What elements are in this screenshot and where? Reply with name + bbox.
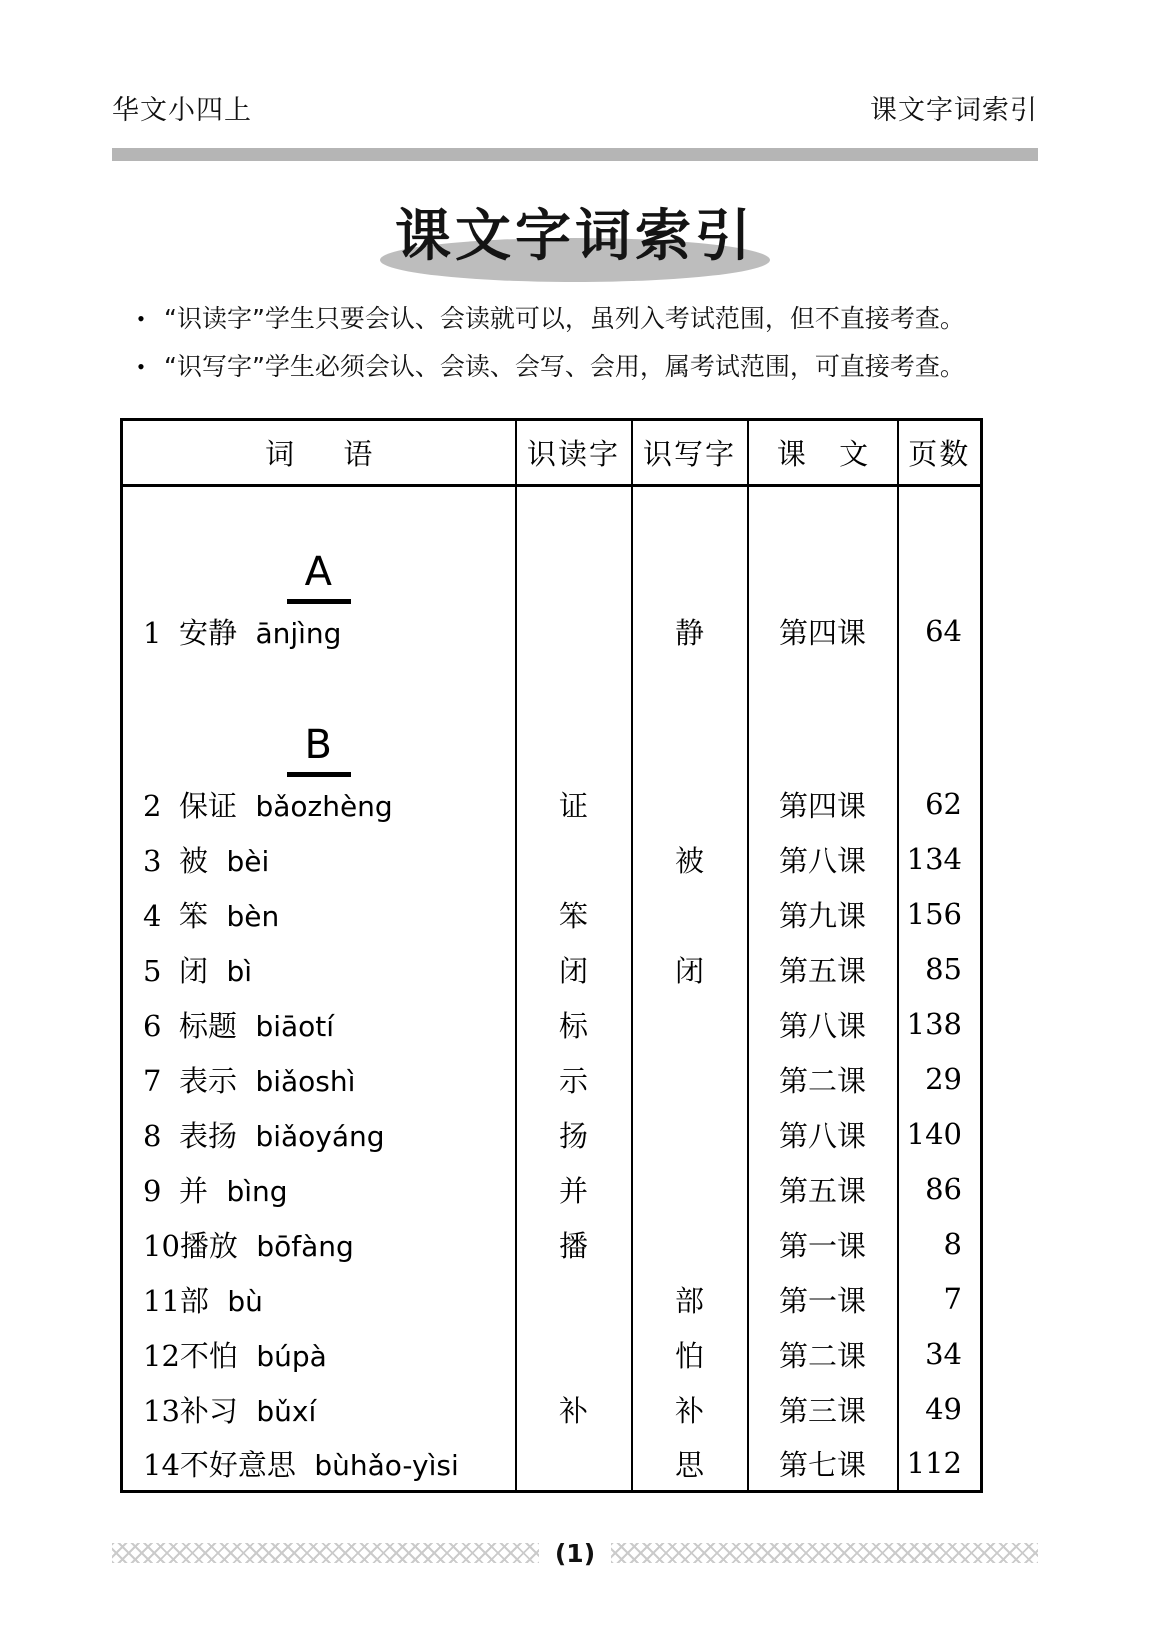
entry-hanzi: 表示 (179, 1063, 238, 1098)
cell-page-number: 140 (898, 1107, 982, 1162)
empty-cell (516, 659, 632, 777)
entry-pinyin: bùhǎo-yìsi (314, 1448, 459, 1482)
cell-lesson: 第九课 (748, 887, 898, 942)
table-row (122, 1382, 982, 1437)
cell-recognize-char (516, 1437, 632, 1492)
cell-word (122, 832, 516, 887)
table-row (122, 1217, 982, 1272)
letter-divider-cell (122, 486, 516, 604)
column-header-lesson (748, 420, 898, 486)
entry-pinyin: bōfàng (256, 1229, 354, 1263)
table-row (122, 777, 982, 832)
cell-recognize-char (516, 832, 632, 887)
cell-word (122, 1107, 516, 1162)
entry-hanzi: 部 (179, 1283, 209, 1318)
cell-lesson: 第二课 (748, 1327, 898, 1382)
cell-lesson: 第五课 (748, 942, 898, 997)
entry-pinyin: bèi (226, 844, 270, 878)
header-divider-bar (112, 148, 1038, 161)
cell-recognize-char: 扬 (516, 1107, 632, 1162)
entry-hanzi: 闭 (179, 953, 209, 988)
table-row (122, 1162, 982, 1217)
entry-number: 7 (143, 1063, 162, 1098)
entry-hanzi: 被 (179, 843, 209, 878)
column-header-page: 页数 (898, 420, 982, 486)
entry-pinyin: biāotí (255, 1009, 335, 1043)
table-row (122, 1107, 982, 1162)
cell-write-char: 部 (632, 1272, 748, 1327)
empty-cell (898, 486, 982, 604)
column-header-word (122, 420, 516, 486)
entry-hanzi: 标题 (179, 1008, 238, 1043)
cell-word (122, 997, 516, 1052)
cell-write-char (632, 777, 748, 832)
entry-pinyin: bèn (226, 899, 280, 933)
page-title-block (0, 190, 1150, 290)
entry-pinyin: bì (226, 954, 253, 988)
cell-page-number: 62 (898, 777, 982, 832)
entry-number: 4 (143, 898, 162, 933)
letter-divider-row (122, 486, 982, 604)
entry-pinyin: bǎozhèng (255, 789, 393, 823)
empty-cell (516, 486, 632, 604)
cell-lesson: 第一课 (748, 1272, 898, 1327)
entry-number: 2 (143, 788, 162, 823)
cell-page-number: 112 (898, 1437, 982, 1492)
cell-recognize-char (516, 1272, 632, 1327)
table-row (122, 887, 982, 942)
column-header-word-label: 词 语 (265, 437, 393, 471)
entry-number: 6 (143, 1008, 162, 1043)
entry-number: 9 (143, 1173, 162, 1208)
page-footer (112, 1535, 1038, 1571)
entry-number: 8 (143, 1118, 162, 1153)
letter-divider-label: B (287, 722, 351, 777)
cell-write-char (632, 1107, 748, 1162)
page-title: 课文字词索引 (395, 204, 755, 269)
empty-cell (898, 659, 982, 777)
entry-hanzi: 并 (179, 1173, 209, 1208)
letter-divider-label: A (287, 549, 351, 604)
table-body (122, 486, 982, 1492)
entry-pinyin: biǎoyáng (255, 1119, 385, 1153)
letter-divider-cell (122, 659, 516, 777)
entry-number: 13 (143, 1393, 180, 1428)
cell-recognize-char: 并 (516, 1162, 632, 1217)
cell-page-number: 138 (898, 997, 982, 1052)
table-row (122, 1052, 982, 1107)
notes-list (118, 302, 1038, 398)
cell-word (122, 604, 516, 659)
footer-ornament-left (112, 1543, 539, 1563)
entry-hanzi: 笨 (179, 898, 209, 933)
entry-number: 3 (143, 843, 162, 878)
table-row (122, 997, 982, 1052)
cell-word (122, 1382, 516, 1437)
cell-page-number: 85 (898, 942, 982, 997)
cell-recognize-char: 补 (516, 1382, 632, 1437)
cell-lesson: 第一课 (748, 1217, 898, 1272)
entry-number: 12 (143, 1338, 180, 1373)
cell-page-number: 49 (898, 1382, 982, 1437)
cell-page-number: 7 (898, 1272, 982, 1327)
cell-lesson: 第三课 (748, 1382, 898, 1437)
cell-page-number: 64 (898, 604, 982, 659)
note-text: “识写字”学生必须会认、会读、会写、会用，属考试范围，可直接考查。 (164, 352, 965, 381)
entry-hanzi: 保证 (179, 788, 238, 823)
cell-lesson: 第四课 (748, 777, 898, 832)
cell-lesson: 第五课 (748, 1162, 898, 1217)
empty-cell (748, 486, 898, 604)
cell-lesson: 第八课 (748, 1107, 898, 1162)
cell-page-number: 34 (898, 1327, 982, 1382)
header-right-title: 课文字词索引 (870, 95, 1038, 126)
cell-write-char (632, 1052, 748, 1107)
entry-hanzi: 安静 (179, 615, 238, 650)
entry-number: 5 (143, 953, 162, 988)
entry-pinyin: búpà (256, 1339, 327, 1373)
cell-page-number: 29 (898, 1052, 982, 1107)
table-row (122, 832, 982, 887)
bullet-icon: • (137, 306, 145, 331)
entry-hanzi: 播放 (179, 1228, 238, 1263)
cell-word (122, 1052, 516, 1107)
vocabulary-index-table (120, 418, 983, 1493)
table-row (122, 1437, 982, 1492)
entry-hanzi: 表扬 (179, 1118, 238, 1153)
table-header (122, 420, 982, 486)
entry-hanzi: 不好意思 (179, 1447, 296, 1482)
empty-cell (632, 659, 748, 777)
column-header-recognize: 识读字 (516, 420, 632, 486)
cell-word (122, 1437, 516, 1492)
cell-word (122, 887, 516, 942)
table-row (122, 1272, 982, 1327)
table-row (122, 1327, 982, 1382)
cell-word (122, 1272, 516, 1327)
cell-recognize-char: 闭 (516, 942, 632, 997)
entry-pinyin: ānjìng (255, 616, 342, 650)
cell-page-number: 86 (898, 1162, 982, 1217)
cell-write-char: 怕 (632, 1327, 748, 1382)
entry-pinyin: biǎoshì (255, 1064, 356, 1098)
entry-pinyin: bǔxí (256, 1394, 317, 1428)
cell-lesson: 第八课 (748, 832, 898, 887)
cell-write-char (632, 997, 748, 1052)
header-left-title: 华文小四上 (112, 95, 252, 126)
cell-write-char: 被 (632, 832, 748, 887)
empty-cell (632, 486, 748, 604)
cell-word (122, 1217, 516, 1272)
cell-lesson: 第七课 (748, 1437, 898, 1492)
cell-recognize-char: 标 (516, 997, 632, 1052)
cell-recognize-char: 播 (516, 1217, 632, 1272)
column-header-lesson-label: 课 文 (776, 437, 881, 471)
entry-number: 10 (143, 1228, 180, 1263)
cell-page-number: 156 (898, 887, 982, 942)
cell-recognize-char (516, 604, 632, 659)
cell-recognize-char: 证 (516, 777, 632, 832)
cell-recognize-char (516, 1327, 632, 1382)
cell-page-number: 8 (898, 1217, 982, 1272)
cell-recognize-char: 笨 (516, 887, 632, 942)
note-item (118, 302, 1038, 336)
empty-cell (748, 659, 898, 777)
cell-word (122, 942, 516, 997)
cell-word (122, 1327, 516, 1382)
letter-divider-row (122, 659, 982, 777)
cell-write-char: 补 (632, 1382, 748, 1437)
cell-write-char (632, 1217, 748, 1272)
cell-write-char: 闭 (632, 942, 748, 997)
entry-pinyin: bìng (226, 1174, 288, 1208)
cell-page-number: 134 (898, 832, 982, 887)
note-item (118, 350, 1038, 384)
cell-write-char: 静 (632, 604, 748, 659)
entry-pinyin: bù (227, 1284, 263, 1318)
table-row (122, 604, 982, 659)
cell-recognize-char: 示 (516, 1052, 632, 1107)
footer-ornament-right (611, 1543, 1038, 1563)
table-header-row (122, 420, 982, 486)
cell-write-char (632, 887, 748, 942)
note-text: “识读字”学生只要会认、会读就可以，虽列入考试范围，但不直接考查。 (164, 304, 965, 333)
cell-lesson: 第八课 (748, 997, 898, 1052)
column-header-write: 识写字 (632, 420, 748, 486)
entry-hanzi: 不怕 (179, 1338, 238, 1373)
entry-number: 11 (143, 1283, 180, 1318)
table-row (122, 942, 982, 997)
cell-write-char (632, 1162, 748, 1217)
entry-number: 14 (143, 1447, 180, 1482)
cell-word (122, 1162, 516, 1217)
bullet-icon: • (137, 354, 145, 379)
entry-hanzi: 补习 (179, 1393, 238, 1428)
cell-lesson: 第二课 (748, 1052, 898, 1107)
entry-number: 1 (143, 615, 162, 650)
page-header (112, 88, 1038, 127)
cell-word (122, 777, 516, 832)
cell-write-char: 思 (632, 1437, 748, 1492)
page-number: (1) (554, 1538, 596, 1568)
cell-lesson: 第四课 (748, 604, 898, 659)
